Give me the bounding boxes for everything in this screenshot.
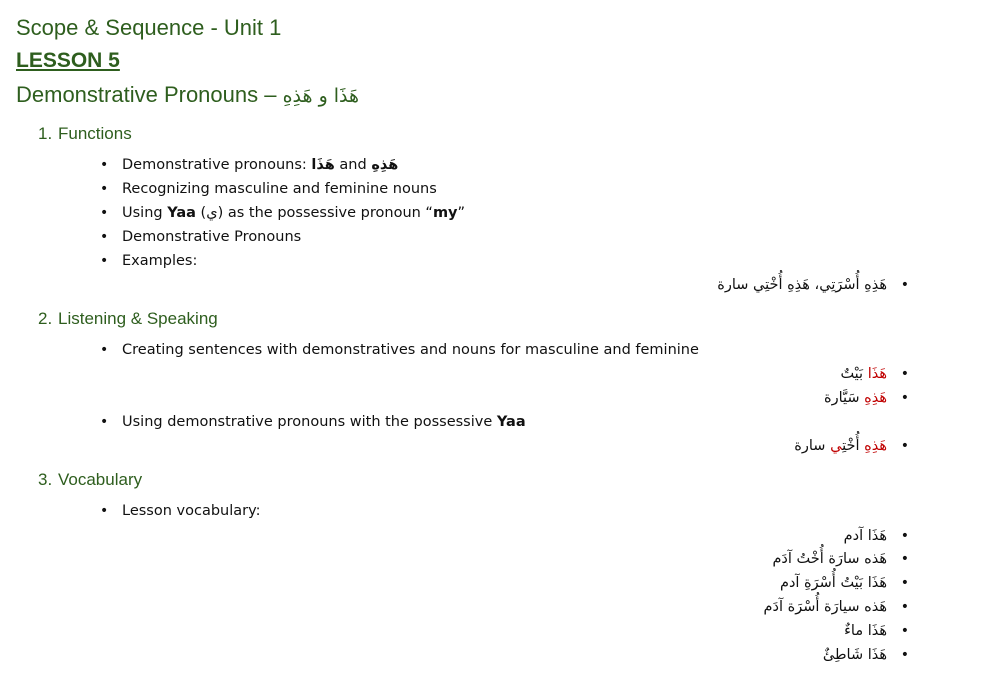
text-run: and (334, 157, 372, 173)
bullet-icon: • (100, 205, 109, 221)
arabic-example-text: هَذِهِ أُسْرَتِي، هَذِهِ أُخْتِي سارة (717, 277, 887, 293)
section-functions-heading (38, 123, 132, 145)
vocabulary-text: هَذه سارَة أُخْتُ آدَم (772, 551, 887, 567)
bullet-icon: • (900, 551, 909, 567)
vocabulary-text: هَذَا شَاطِئٌ (822, 647, 887, 663)
arabic-word: هَذِهِ (371, 157, 399, 173)
list-item-text: Demonstrative Pronouns (122, 229, 302, 245)
vocabulary-text: هَذَا ماءٌ (844, 623, 887, 639)
list-item-text (122, 203, 465, 223)
vocabulary-text: هَذَا آدم (843, 528, 887, 544)
vocabulary-item (772, 548, 909, 570)
bullet-icon: • (100, 181, 109, 197)
section-number: 1. (38, 124, 53, 143)
text-run: Demonstrative pronouns: (122, 157, 312, 173)
bullet-icon: • (900, 575, 909, 591)
bullet-icon: • (900, 438, 909, 454)
vocabulary-text: هَذه سيارَة أُسْرَة آدَم (763, 599, 887, 615)
text-run: Using (122, 205, 168, 221)
arabic-example-text (794, 438, 887, 454)
list-item-text: Lesson vocabulary: (122, 503, 261, 519)
bullet-icon: • (900, 623, 909, 639)
highlighted-word: هَذِهِ (864, 390, 887, 406)
bullet-icon: • (900, 599, 909, 615)
list-item-text: Examples: (122, 253, 198, 269)
highlighted-word: هَذَا (867, 366, 887, 382)
vocabulary-text: هَذَا بَيْتُ أُسْرَةِ آدم (779, 575, 887, 591)
text-run: بَيْتٌ (840, 366, 868, 382)
vocabulary-item (779, 572, 909, 594)
bullet-icon: • (100, 157, 109, 173)
vocabulary-item (843, 525, 909, 547)
section-number: 2. (38, 309, 53, 328)
bullet-icon: • (900, 528, 909, 544)
section-number: 3. (38, 470, 53, 489)
list-item-text (122, 155, 398, 175)
bullet-icon: • (900, 366, 909, 382)
bullet-icon: • (100, 342, 109, 358)
text-run: ” (457, 205, 466, 221)
highlighted-word: هَذِهِ (864, 438, 887, 454)
bold-text: Yaa (167, 205, 196, 221)
bold-text: my (432, 205, 458, 221)
arabic-example-text (824, 390, 887, 406)
lesson-heading: LESSON 5 (16, 49, 120, 72)
title-english: Demonstrative Pronouns – (16, 82, 283, 107)
arabic-example (794, 435, 909, 457)
arabic-word: هَذَا (311, 157, 335, 173)
bullet-icon: • (900, 647, 909, 663)
bullet-icon: • (100, 253, 109, 269)
arabic-example-text (840, 366, 887, 382)
bullet-icon: • (900, 390, 909, 406)
list-item-text (122, 412, 526, 432)
list-item-text: Creating sentences with demonstratives and nouns for masculine and feminine (122, 342, 699, 358)
text-run: أُخْت (842, 438, 865, 454)
bullet-icon: • (900, 277, 909, 293)
title-arabic: هَذَا و هَذِهِ (282, 85, 360, 107)
list-item-text: Recognizing masculine and feminine nouns (122, 181, 437, 197)
text-run: سَيَّارة (823, 390, 865, 406)
section-title: Vocabulary (58, 470, 143, 489)
section-title: Listening & Speaking (58, 309, 218, 328)
text-run: سارة (794, 438, 831, 454)
vocabulary-item (844, 620, 909, 642)
text-run: Using demonstrative pronouns with the possessive (122, 414, 497, 430)
arabic-example (823, 387, 909, 409)
vocabulary-item (763, 596, 909, 618)
section-vocabulary-heading (38, 469, 142, 491)
unit-subtitle: Scope & Sequence - Unit 1 (16, 15, 282, 40)
section-title: Functions (58, 124, 132, 143)
page-title (16, 80, 359, 111)
highlighted-suffix: ِي (830, 438, 843, 454)
bullet-icon: • (100, 503, 109, 519)
text-run: (ي) as the possessive pronoun “ (195, 205, 433, 221)
arabic-example (840, 363, 909, 385)
bold-text: Yaa (496, 414, 526, 430)
arabic-example (717, 274, 909, 296)
vocabulary-item (822, 644, 909, 666)
section-listening-heading (38, 308, 218, 330)
bullet-icon: • (100, 229, 109, 245)
bullet-icon: • (100, 414, 109, 430)
